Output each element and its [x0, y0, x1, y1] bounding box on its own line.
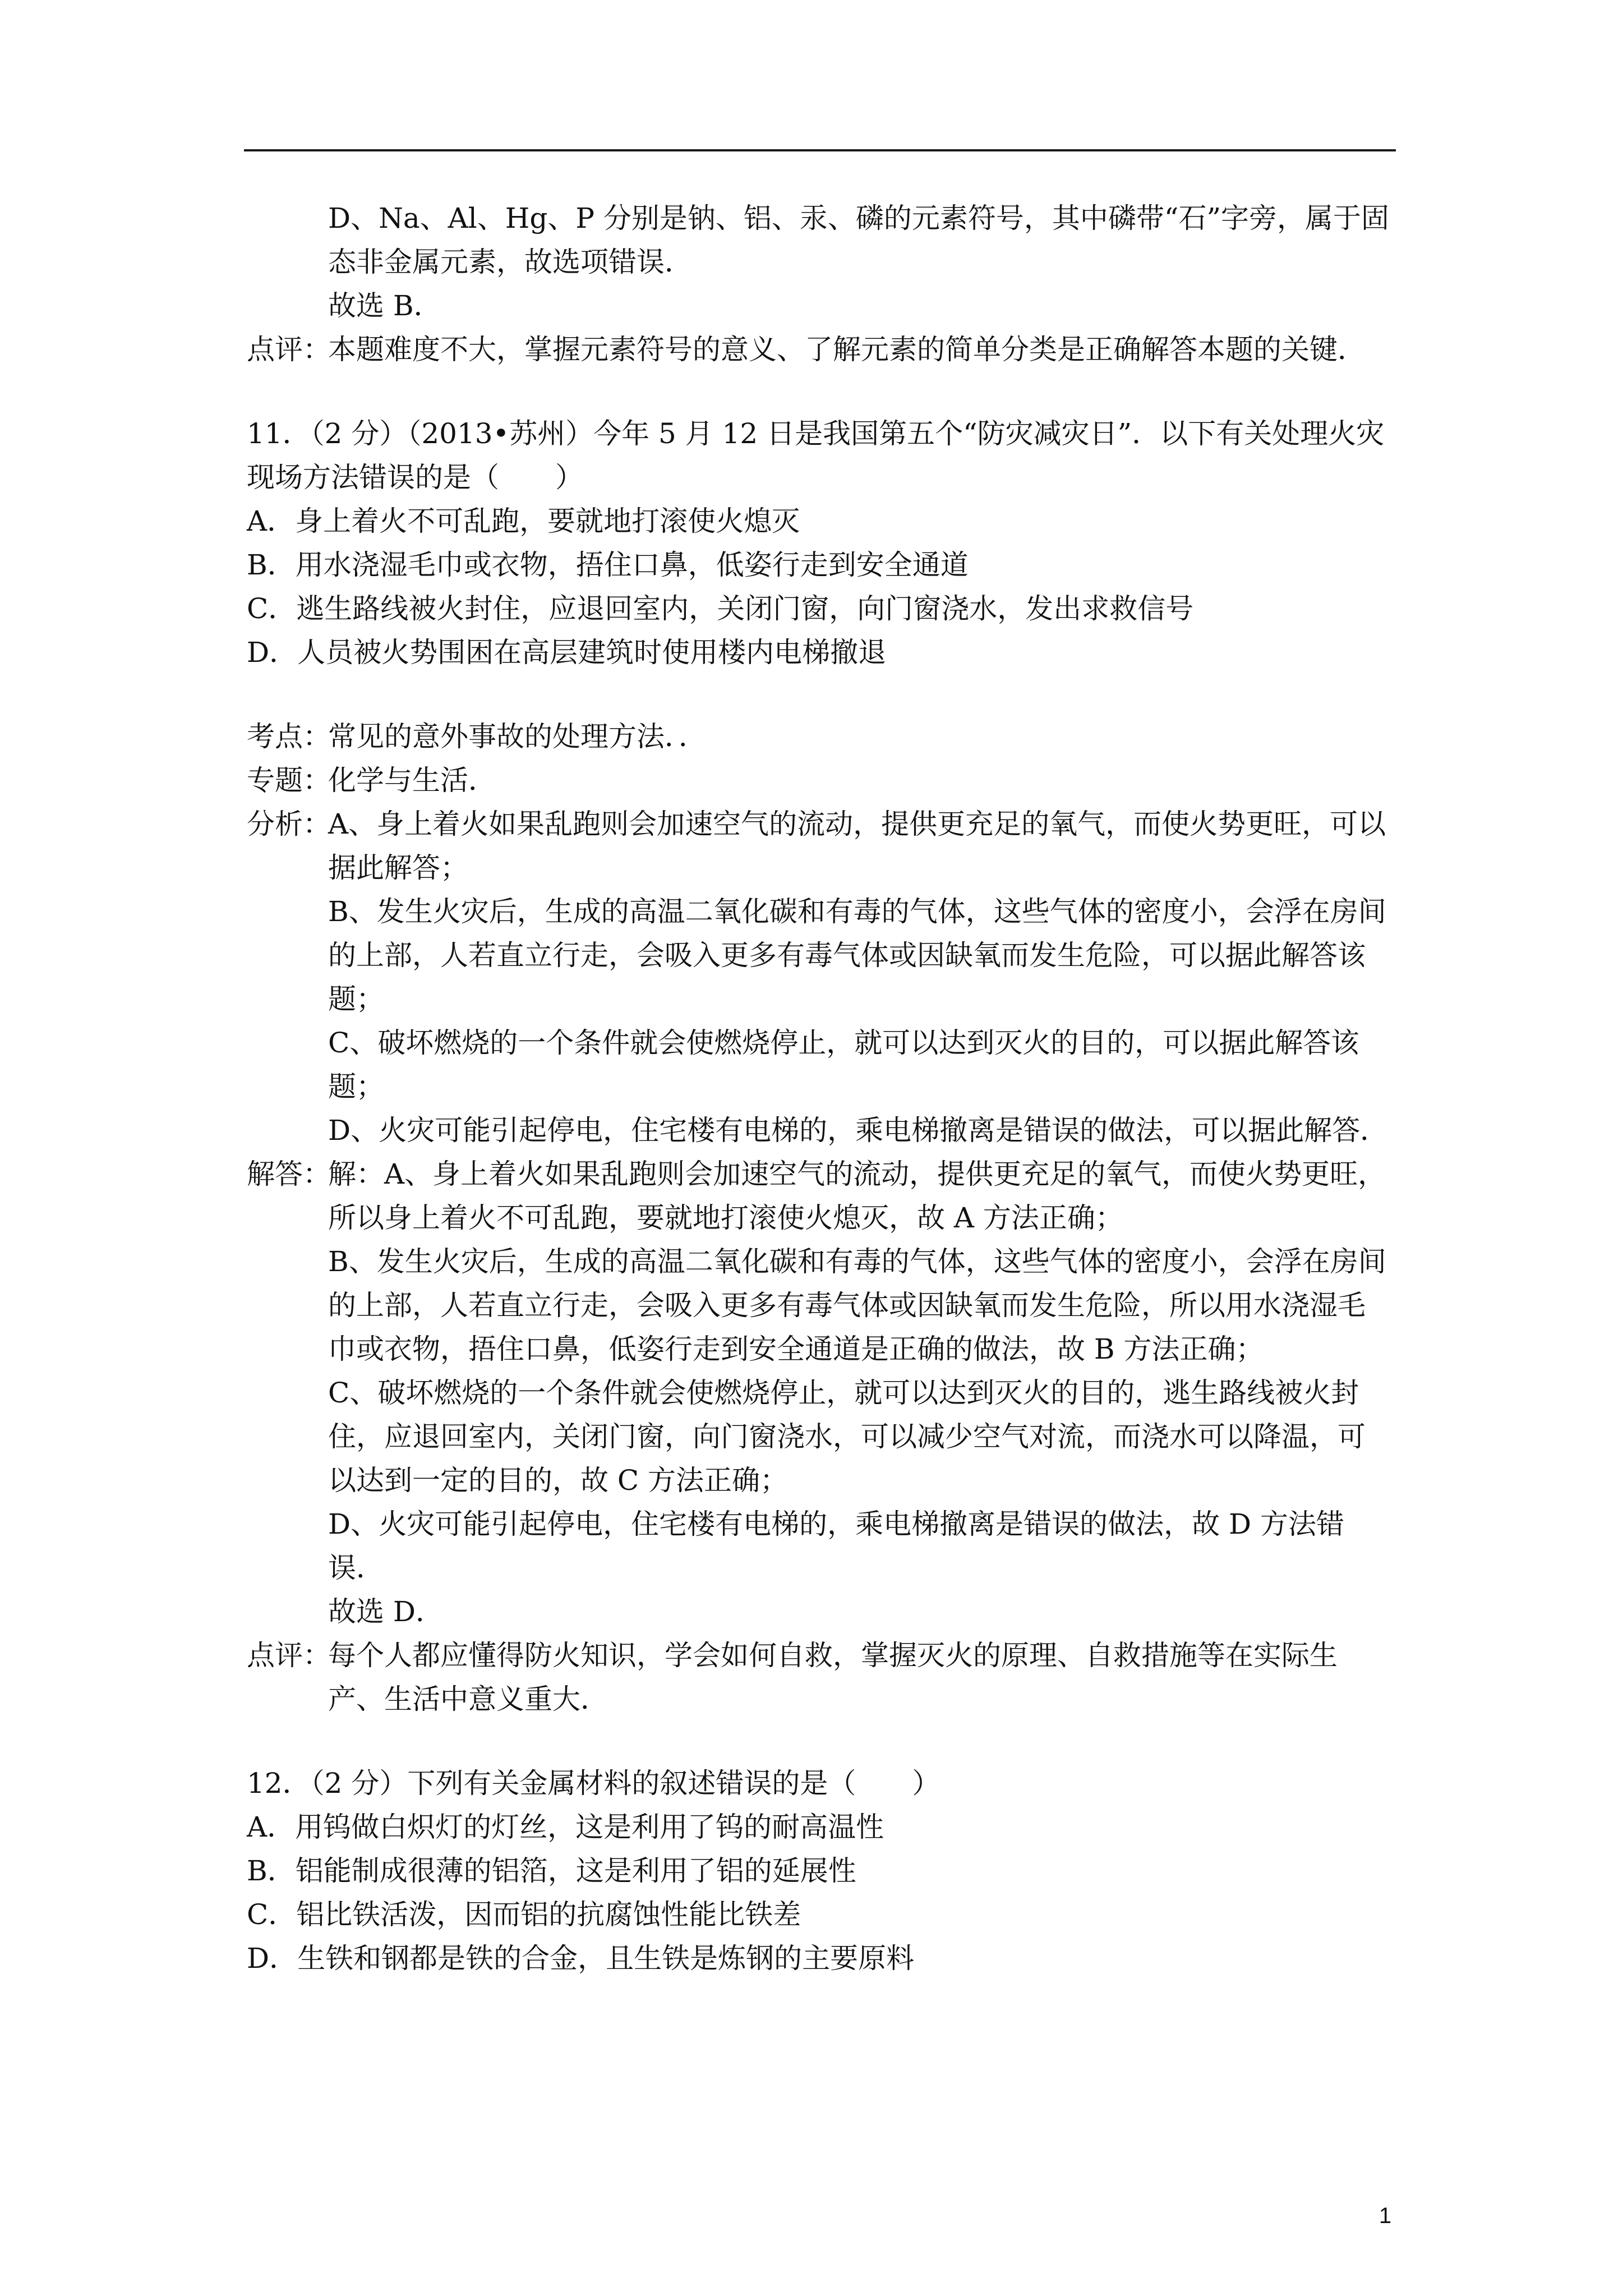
- jieda-paragraph: 故选 D．: [328, 1595, 444, 1628]
- jieda-paragraph: C、破坏燃烧的一个条件就会使燃烧停止，就可以达到灭火的目的，逃生路线被火封住，应退回室内，关闭门窗，向门窗浇水，可以减少空气对流，而浇水可以降温，可以达到一定的目的，故 C 方法正确；: [328, 1377, 1366, 1497]
- fenxi-paragraph: D、火灾可能引起停电，住宅楼有电梯的，乘电梯撤离是错误的做法，可以据此解答．: [328, 1114, 1389, 1147]
- question-12-stem: 12．（2 分）下列有关金属材料的叙述错误的是（ ）: [247, 1767, 940, 1800]
- fenxi-paragraph: B、发生火灾后，生成的高温二氧化碳和有毒的气体，这些气体的密度小，会浮在房间的上部，人若直立行走，会吸入更多有毒气体或因缺氧而发生危险，可以据此解答该题；: [328, 895, 1386, 1015]
- fenxi-row: [247, 802, 1391, 1152]
- question-12-option-c: C．铝比铁活泼，因而铝的抗腐蚀性能比铁差: [247, 1898, 801, 1931]
- fenxi-paragraph: C、破坏燃烧的一个条件就会使燃烧停止，就可以达到灭火的目的，可以据此解答该题；: [328, 1027, 1359, 1103]
- header-rule: [244, 149, 1396, 151]
- section-label: 点评：: [247, 1639, 331, 1672]
- page-number: 1: [1378, 2203, 1392, 2228]
- question-12-option-a: A．用钨做白炽灯的灯丝，这是利用了钨的耐高温性: [247, 1811, 884, 1843]
- dianping-text: 每个人都应懂得防火知识，学会如何自救，掌握灭火的原理、自救措施等在实际生产、生活中意义重大．: [328, 1639, 1338, 1715]
- zhuanti-text: 化学与生活．: [328, 764, 496, 797]
- kaodian-row: [247, 715, 1391, 758]
- comment-text: 本题难度不大，掌握元素符号的意义、了解元素的简单分类是正确解答本题的关键．: [328, 333, 1366, 366]
- kaodian-text: 常见的意外事故的处理方法．．: [328, 720, 707, 753]
- zhuanti-row: [247, 758, 1391, 802]
- spacer: [247, 371, 1391, 412]
- continuation-comment: [247, 328, 1391, 371]
- section-label: 解答：: [247, 1158, 331, 1190]
- jieda-paragraph: D、火灾可能引起停电，住宅楼有电梯的，乘电梯撤离是错误的做法，故 D 方法错误．: [328, 1508, 1344, 1584]
- section-label: 考点：: [247, 720, 331, 753]
- continuation-line: D、Na、Al、Hg、P 分别是钠、铝、汞、磷的元素符号，其中磷带“石”字旁，属于固态非金属元素，故选项错误．: [328, 202, 1390, 278]
- continuation-line: 故选 B．: [328, 289, 442, 322]
- continuation-block: [247, 196, 1391, 328]
- spacer: [247, 674, 1391, 715]
- jieda-body: [328, 1152, 1391, 1634]
- spacer: [247, 1721, 1391, 1761]
- question-11-option-c: C．逃生路线被火封住，应退回室内，关闭门窗，向门窗浇水，发出求救信号: [247, 592, 1194, 625]
- jieda-paragraph: B、发生火灾后，生成的高温二氧化碳和有毒的气体，这些气体的密度小，会浮在房间的上部，人若直立行走，会吸入更多有毒气体或因缺氧而发生危险，所以用水浇湿毛巾或衣物，捂住口鼻，低姿行走到安全通道是正确的做法，故 B 方法正确；: [328, 1245, 1386, 1365]
- section-label: 专题：: [247, 764, 331, 797]
- section-label: 分析：: [247, 808, 331, 840]
- dianping-row: [247, 1634, 1391, 1721]
- question-11-option-d: D．人员被火势围困在高层建筑时使用楼内电梯撤退: [247, 636, 887, 669]
- page-content: [247, 196, 1391, 1980]
- question-11-stem: 11．（2 分）（2013•苏州）今年 5 月 12 日是我国第五个“防灾减灾日”．以下有关处理火灾现场方法错误的是（ ）: [247, 417, 1385, 494]
- question-11-option-a: A．身上着火不可乱跑，要就地打滚使火熄灭: [247, 505, 800, 537]
- fenxi-paragraph: A、身上着火如果乱跑则会加速空气的流动，提供更充足的氧气，而使火势更旺，可以据此解答；: [328, 808, 1386, 884]
- jieda-row: [247, 1152, 1391, 1634]
- section-label: 点评：: [247, 333, 331, 366]
- question-12-option-d: D．生铁和钢都是铁的合金，且生铁是炼钢的主要原料: [247, 1942, 915, 1975]
- question-11-option-b: B．用水浇湿毛巾或衣物，捂住口鼻，低姿行走到安全通道: [247, 549, 969, 581]
- fenxi-body: [328, 802, 1391, 1152]
- question-12-option-b: B．铝能制成很薄的铝箔，这是利用了铝的延展性: [247, 1855, 856, 1887]
- jieda-paragraph: 解：A、身上着火如果乱跑则会加速空气的流动，提供更充足的氧气，而使火势更旺，所以身上着火不可乱跑，要就地打滚使火熄灭，故 A 方法正确；: [328, 1158, 1386, 1234]
